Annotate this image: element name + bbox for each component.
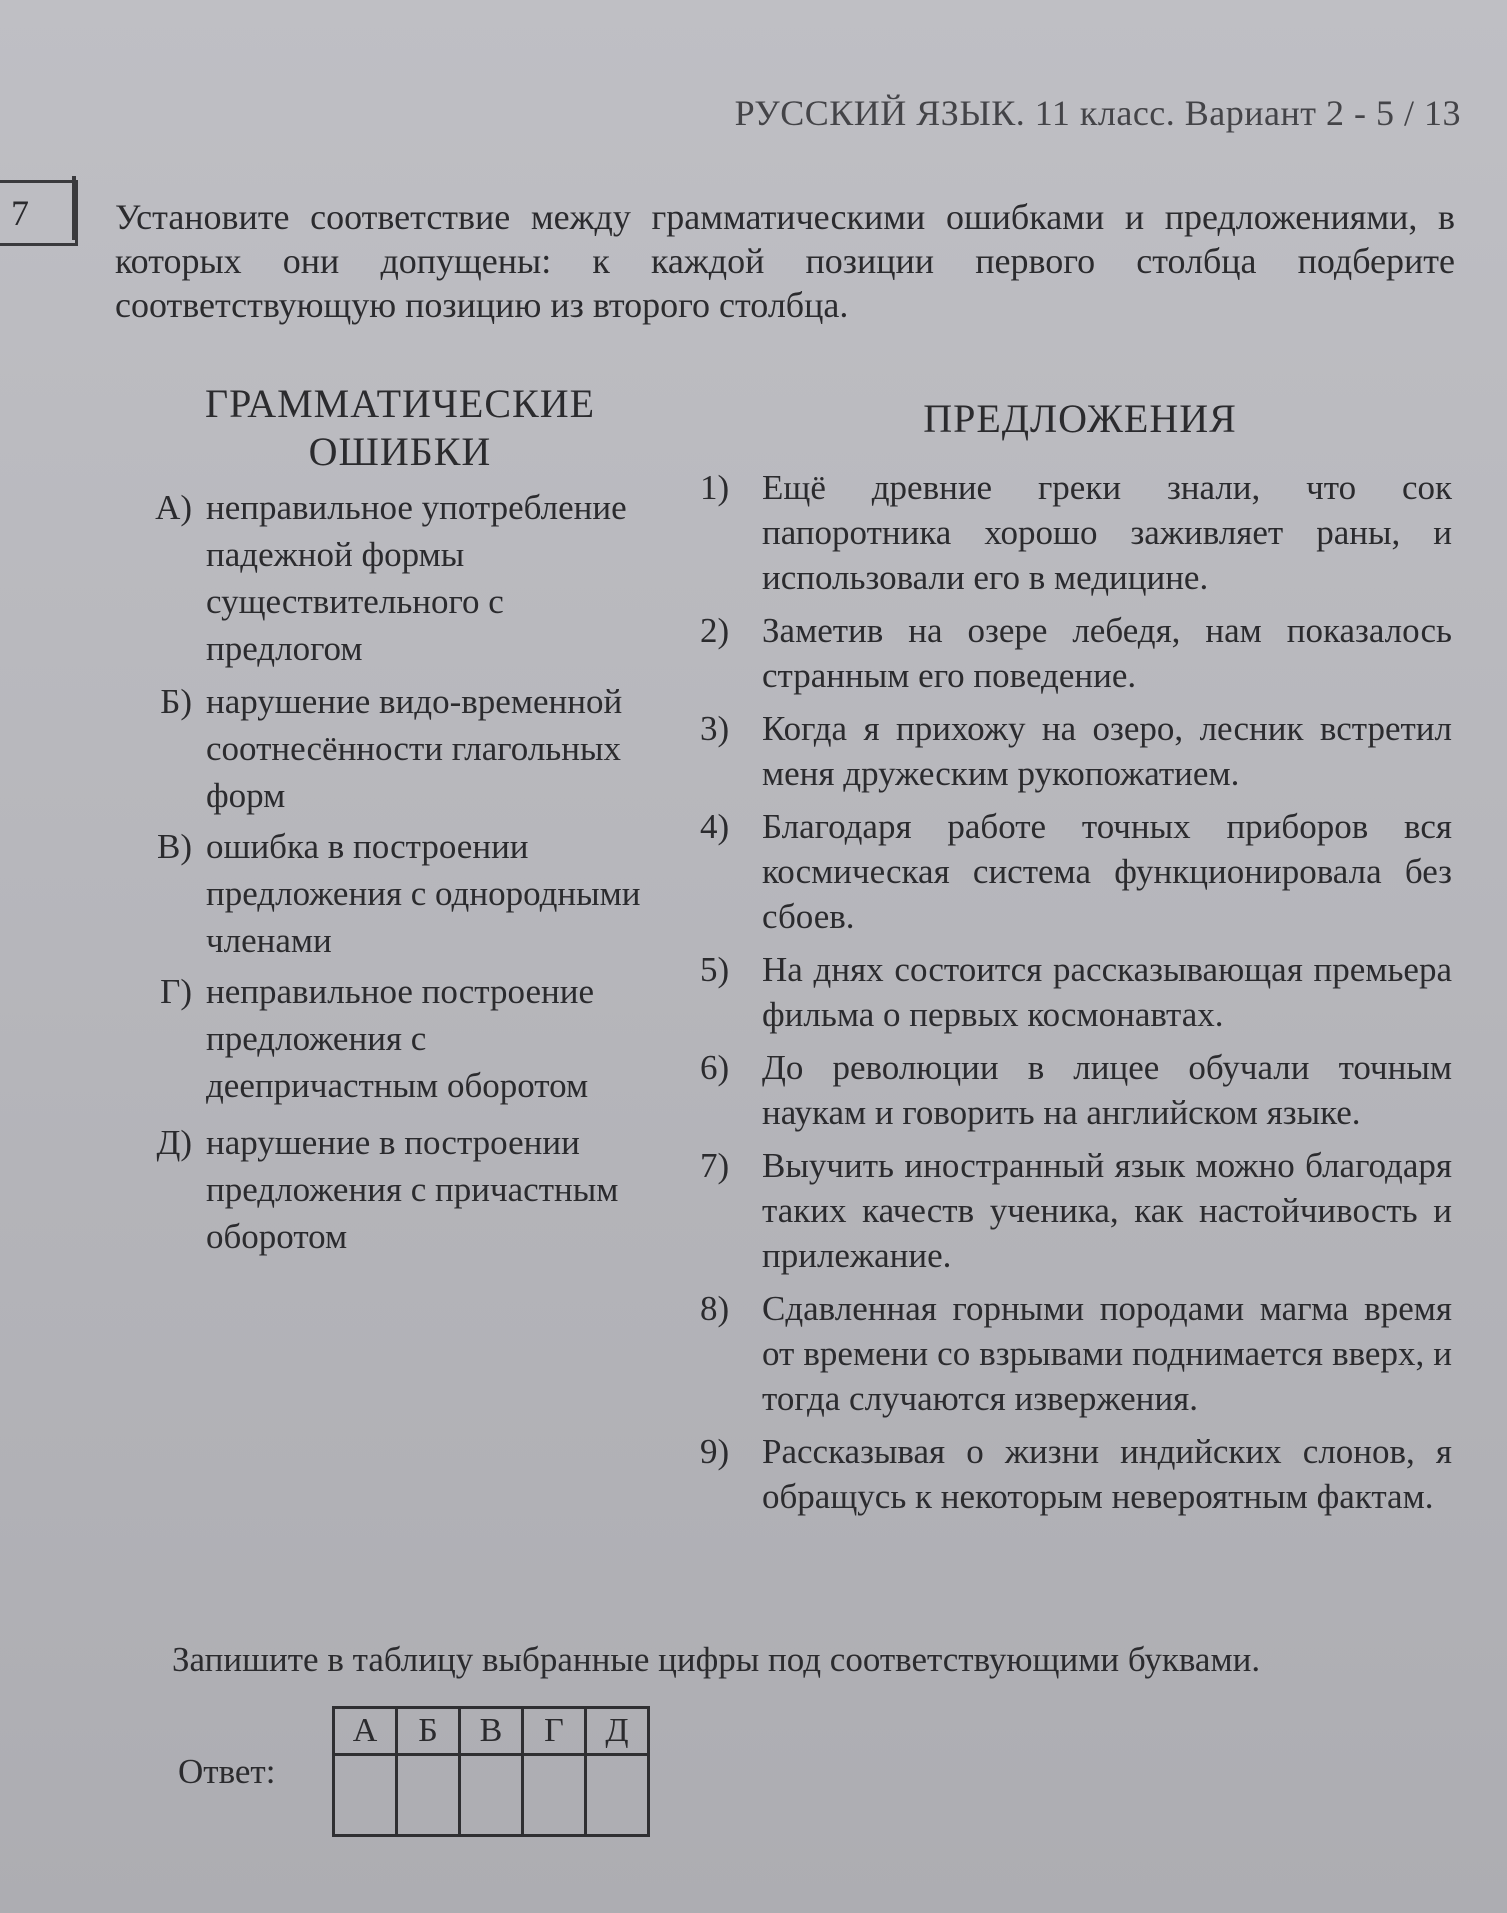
errors-column xyxy=(120,380,680,1262)
sentence-item xyxy=(700,608,1460,698)
sentence-text: До революции в лицее обучали точным наукам и говорить на английском языке. xyxy=(762,1048,1452,1132)
task-instruction: Установите соответствие между грамматическими ошибками и предложениями, в которых они допущены: к каждой позиции первого столбца подберите соответствующую позицию из второго столбца. xyxy=(115,197,1455,325)
sentences-column xyxy=(700,395,1460,1527)
error-letter: Д) xyxy=(156,1123,192,1162)
error-letter: Б) xyxy=(160,682,192,721)
sentence-number: 9) xyxy=(700,1432,730,1471)
answer-label: Ответ: xyxy=(178,1752,276,1791)
error-letter: В) xyxy=(157,827,192,866)
error-item xyxy=(120,1119,680,1260)
answer-instruction: Запишите в таблицу выбранные цифры под соответствующими буквами. xyxy=(172,1640,1261,1679)
error-text: нарушение в построении предложения с причастным оборотом xyxy=(206,1123,619,1256)
answer-table xyxy=(332,1706,650,1837)
answer-cell-a[interactable] xyxy=(334,1755,397,1836)
task-number-divider xyxy=(72,176,76,240)
answer-cell-g[interactable] xyxy=(523,1755,586,1836)
answer-cell-b[interactable] xyxy=(397,1755,460,1836)
error-item xyxy=(120,484,680,672)
sentence-text: Когда я прихожу на озеро, лесник встретил меня дружеским рукопожатием. xyxy=(762,709,1452,793)
task-number-box: 7 xyxy=(0,180,78,246)
sentence-number: 6) xyxy=(700,1048,730,1087)
sentence-text: Заметив на озере лебедя, нам показалось странным его поведение. xyxy=(762,611,1452,695)
error-text: ошибка в построении предложения с однородными членами xyxy=(206,827,641,960)
sentence-text: На днях состоится рассказывающая премьера фильма о первых космонавтах. xyxy=(762,950,1452,1034)
answer-header-g: Г xyxy=(523,1708,586,1755)
sentence-number: 4) xyxy=(700,807,730,846)
sentence-text: Благодаря работе точных приборов вся космическая система функционировала без сбоев. xyxy=(762,807,1452,936)
sentence-number: 8) xyxy=(700,1289,730,1328)
sentence-item xyxy=(700,1429,1460,1519)
sentence-item xyxy=(700,947,1460,1037)
error-item xyxy=(120,968,680,1109)
sentence-text: Ещё древние греки знали, что сок папоротника хорошо заживляет раны, и использовали его в медицине. xyxy=(762,468,1452,597)
sentence-number: 1) xyxy=(700,468,730,507)
answer-header-d: Д xyxy=(586,1708,649,1755)
error-letter: Г) xyxy=(160,972,192,1011)
error-item xyxy=(120,678,680,819)
error-text: неправильное построение предложения с деепричастным оборотом xyxy=(206,972,594,1105)
answer-header-a: А xyxy=(334,1708,397,1755)
error-text: неправильное употребление падежной формы существительного с предлогом xyxy=(206,488,627,668)
page-header: РУССКИЙ ЯЗЫК. 11 класс. Вариант 2 - 5 / 13 xyxy=(734,93,1461,133)
sentence-number: 5) xyxy=(700,950,730,989)
sentences-column-title: ПРЕДЛОЖЕНИЯ xyxy=(923,396,1237,441)
error-item xyxy=(120,823,680,964)
answer-header-b: Б xyxy=(397,1708,460,1755)
error-letter: А) xyxy=(155,488,192,527)
sentence-text: Выучить иностранный язык можно благодаря таких качеств ученика, как настойчивость и прилежание. xyxy=(762,1146,1452,1275)
sentence-item xyxy=(700,1286,1460,1421)
sentence-item xyxy=(700,1143,1460,1278)
sentence-item xyxy=(700,804,1460,939)
answer-cell-v[interactable] xyxy=(460,1755,523,1836)
sentence-text: Сдавленная горными породами магма время от времени со взрывами поднимается вверх, и тогда случаются извержения. xyxy=(762,1289,1452,1418)
sentence-number: 2) xyxy=(700,611,730,650)
errors-column-title: ГРАММАТИЧЕСКИЕ ОШИБКИ xyxy=(204,381,596,474)
sentence-item xyxy=(700,706,1460,796)
answer-header-v: В xyxy=(460,1708,523,1755)
sentence-text: Рассказывая о жизни индийских слонов, я обращусь к некоторым невероятным фактам. xyxy=(762,1432,1452,1516)
sentence-number: 3) xyxy=(700,709,730,748)
answer-cell-d[interactable] xyxy=(586,1755,649,1836)
error-text: нарушение видо-временной соотнесённости глагольных форм xyxy=(206,682,623,815)
sentence-item xyxy=(700,465,1460,600)
sentence-number: 7) xyxy=(700,1146,730,1185)
sentence-item xyxy=(700,1045,1460,1135)
